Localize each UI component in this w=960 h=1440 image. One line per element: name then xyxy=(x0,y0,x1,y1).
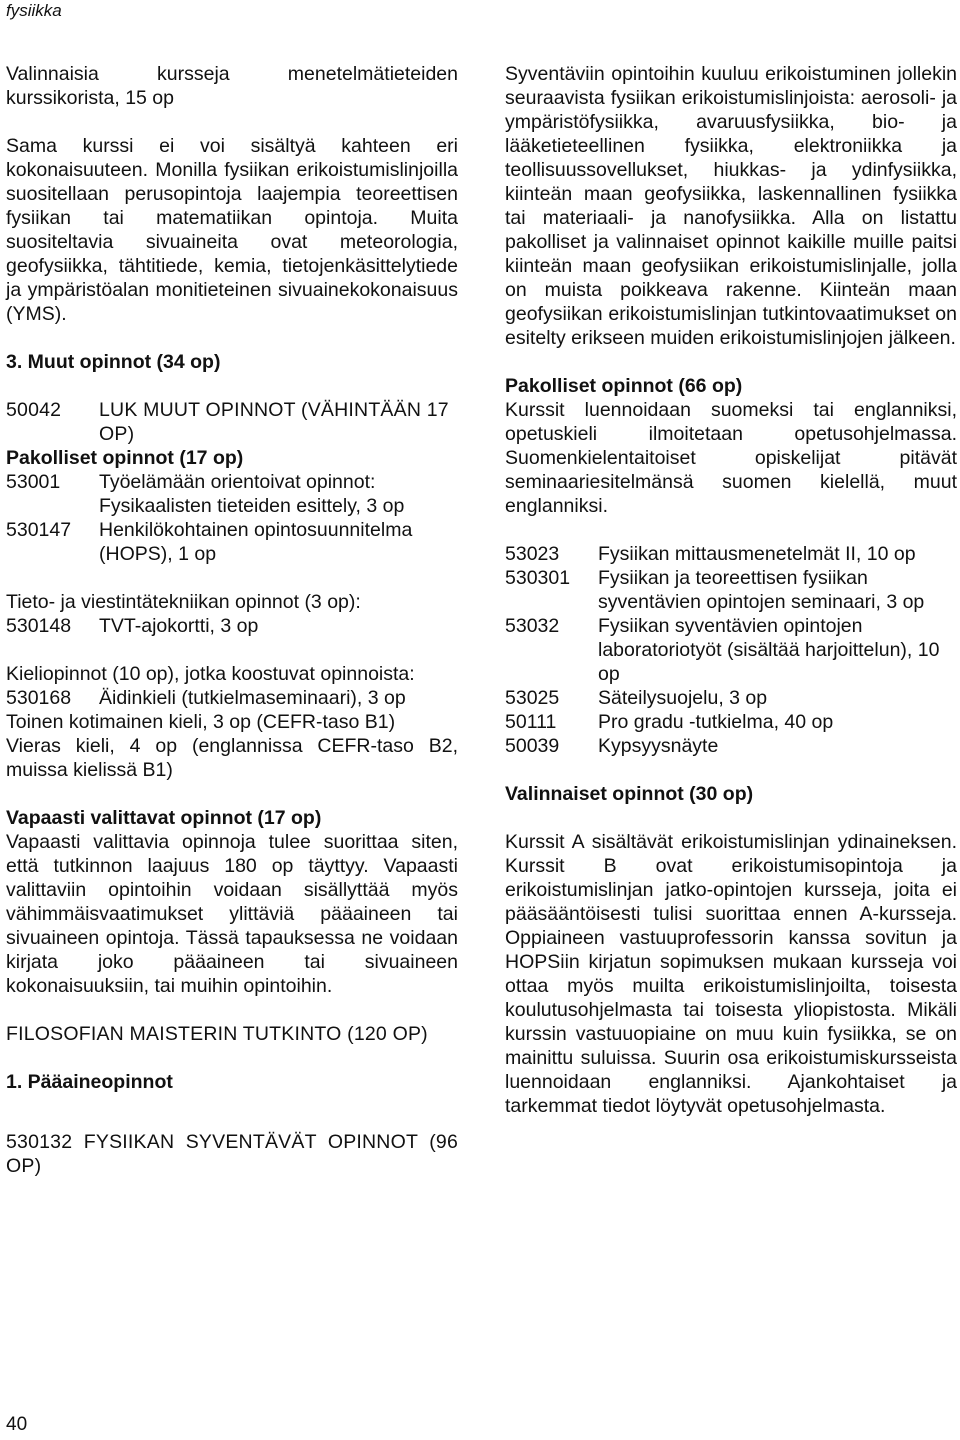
language-studies-intro: Kieliopinnot (10 op), jotka koostuvat opinnoista: xyxy=(6,663,415,685)
subheading-compulsory-advanced: Pakolliset opinnot (66 op) xyxy=(505,375,743,397)
course-title: Säteilysuojelu, 3 op xyxy=(598,687,768,709)
course-entry xyxy=(505,710,957,734)
course-code: 53025 xyxy=(505,687,560,709)
course-title: Fysiikan ja teoreettisen fysiikan syventävien opintojen seminaari, 3 op xyxy=(598,567,925,613)
second-domestic-language: Toinen kotimainen kieli, 3 op (CEFR-taso B1) xyxy=(6,711,396,733)
course-entry xyxy=(505,686,957,710)
course-code: 50111 xyxy=(505,711,557,733)
course-title: Äidinkieli (tutkielmaseminaari), 3 op xyxy=(99,687,406,709)
foreign-language: Vieras kieli, 4 op (englannissa CEFR-taso B2, muissa kielissä B1) xyxy=(6,735,458,781)
running-head: fysiikka xyxy=(6,1,62,20)
course-code: 53001 xyxy=(6,471,61,493)
course-title: Työelämään orientoivat opinnot: Fysikaalisten tieteiden esittely, 3 op xyxy=(99,471,405,517)
left-column xyxy=(6,62,458,1178)
page-number: 40 xyxy=(6,1414,28,1435)
course-entry xyxy=(505,614,957,686)
course-title: Henkilökohtainen opintosuunnitelma (HOPS), 1 op xyxy=(99,519,413,565)
recommendation-paragraph: Sama kurssi ei voi sisältyä kahteen eri kokonaisuuteen. Monilla fysiikan erikoistumislinjoilla suositellaan perusopintoja laajempia teoreettisen fysiikan tai matematiikan opintoja. Muita suositeltavia sivuaineita ovat meteorologia, geofysiikka, tähtitiede, kemia, tietojenkäsittelytiede ja ympäristöalan monitieteinen sivuainekokonaisuus (YMS). xyxy=(6,135,458,325)
degree-heading: FILOSOFIAN MAISTERIN TUTKINTO (120 OP) xyxy=(6,1023,428,1045)
advanced-studies-heading: 530132 FYSIIKAN SYVENTÄVÄT OPINNOT (96 OP) xyxy=(6,1131,458,1177)
course-title: Pro gradu -tutkielma, 40 op xyxy=(598,711,834,733)
course-title: LUK MUUT OPINNOT (VÄHINTÄÄN 17 OP) xyxy=(99,399,449,445)
course-entry xyxy=(6,614,458,638)
section-heading-other-studies: 3. Muut opinnot (34 op) xyxy=(6,351,221,373)
subheading-free-choice: Vapaasti valittavat opinnot (17 op) xyxy=(6,807,322,829)
course-code: 530147 xyxy=(6,519,72,541)
course-code: 530168 xyxy=(6,687,72,709)
course-code: 50039 xyxy=(505,735,560,757)
course-entry xyxy=(505,566,957,614)
elective-methods-paragraph: Valinnaisia kursseja menetelmätieteiden kurssikorista, 15 op xyxy=(6,63,458,109)
course-title: Fysiikan mittausmenetelmät II, 10 op xyxy=(598,543,916,565)
course-entry xyxy=(6,518,458,566)
course-title: TVT-ajokortti, 3 op xyxy=(99,615,259,637)
course-code: 53032 xyxy=(505,615,560,637)
course-code: 530301 xyxy=(505,567,571,589)
course-entry xyxy=(505,734,957,758)
course-entry xyxy=(505,542,957,566)
course-title: Kypsyysnäyte xyxy=(598,735,719,757)
subheading-compulsory: Pakolliset opinnot (17 op) xyxy=(6,447,244,469)
specialisation-paragraph: Syventäviin opintoihin kuuluu erikoistuminen jollekin seuraavista fysiikan erikoistumislinjoista: aerosoli- ja ympäristöfysiikka, avaruusfysiikka, bio- ja lääketieteellinen fysiikka, elektroniikka ja teollisuussovellukset, hiukkas- ja ydinfysiikka, kiinteän maan geofysiikka, laskennallinen fysiikka tai materiaali- ja nanofysiikka. Alla on listattu pakolliset ja valinnaiset opinnot kaikille muille paitsi kiinteän maan geofysiikan erikoistumislinjalle, jolla on muista poikkeava rakenne. Kiinteän maan geofysiikan erikoistumislinjan tutkintovaatimukset on esitelty erikseen muiden erikoistumislinjojen jälkeen. xyxy=(505,63,957,349)
subheading-optional: Valinnaiset opinnot (30 op) xyxy=(505,783,754,805)
language-of-instruction-paragraph: Kurssit luennoidaan suomeksi tai englanniksi, opetuskieli ilmoitetaan opetusohjelmassa. Suomenkielentaitoiset opiskelijat pitävät seminaariesitelmänsä suomen kielellä, muut englanniksi. xyxy=(505,399,957,517)
course-title: Fysiikan syventävien opintojen laboratoriotyöt (sisältää harjoittelun), 10 op xyxy=(598,615,940,685)
ict-studies-intro: Tieto- ja viestintätekniikan opinnot (3 op): xyxy=(6,591,361,613)
course-code: 53023 xyxy=(505,543,560,565)
course-entry xyxy=(6,470,458,518)
right-column xyxy=(505,62,957,1118)
optional-courses-paragraph: Kurssit A sisältävät erikoistumislinjan ydinaineksen. Kurssit B ovat erikoistumisopintoja ja erikoistumislinjan jatko-opintojen kursseja, joita ei pääsääntöisesti tulisi suorittaa ennen A-kursseja. Oppiaineen vastuuprofessorin kanssa sovitun ja HOPSiin kirjatun sopimuksen mukaan kursseja voi ottaa myös muilta erikoistumislinjoilta, toisesta koulutusohjelmasta tai toisesta yliopistosta. Mikäli kurssin vastuuopiaine on muu kuin fysiikka, se on mainittu suluissa. Suurin osa erikoistumiskursseista luennoidaan englanniksi. Ajankohtaiset ja tarkemmat tiedot löytyvät opetusohjelmasta. xyxy=(505,831,957,1117)
major-studies-heading: 1. Pääaineopinnot xyxy=(6,1071,173,1093)
course-code: 530148 xyxy=(6,615,72,637)
course-entry xyxy=(6,686,458,710)
free-choice-paragraph: Vapaasti valittavia opinnoja tulee suorittaa siten, että tutkinnon laajuus 180 op täyttyy. Vapaasti valittaviin opintoihin voidaan sisällyttää myös vähimmäisvaatimukset ylittäviä pääaineen tai sivuaineen opintoja. Tässä tapauksessa ne voidaan kirjata joko pääaineen tai sivuaineen kokonaisuuksiin, tai muihin opintoihin. xyxy=(6,831,458,997)
course-entry xyxy=(6,398,458,446)
course-code: 50042 xyxy=(6,399,62,421)
